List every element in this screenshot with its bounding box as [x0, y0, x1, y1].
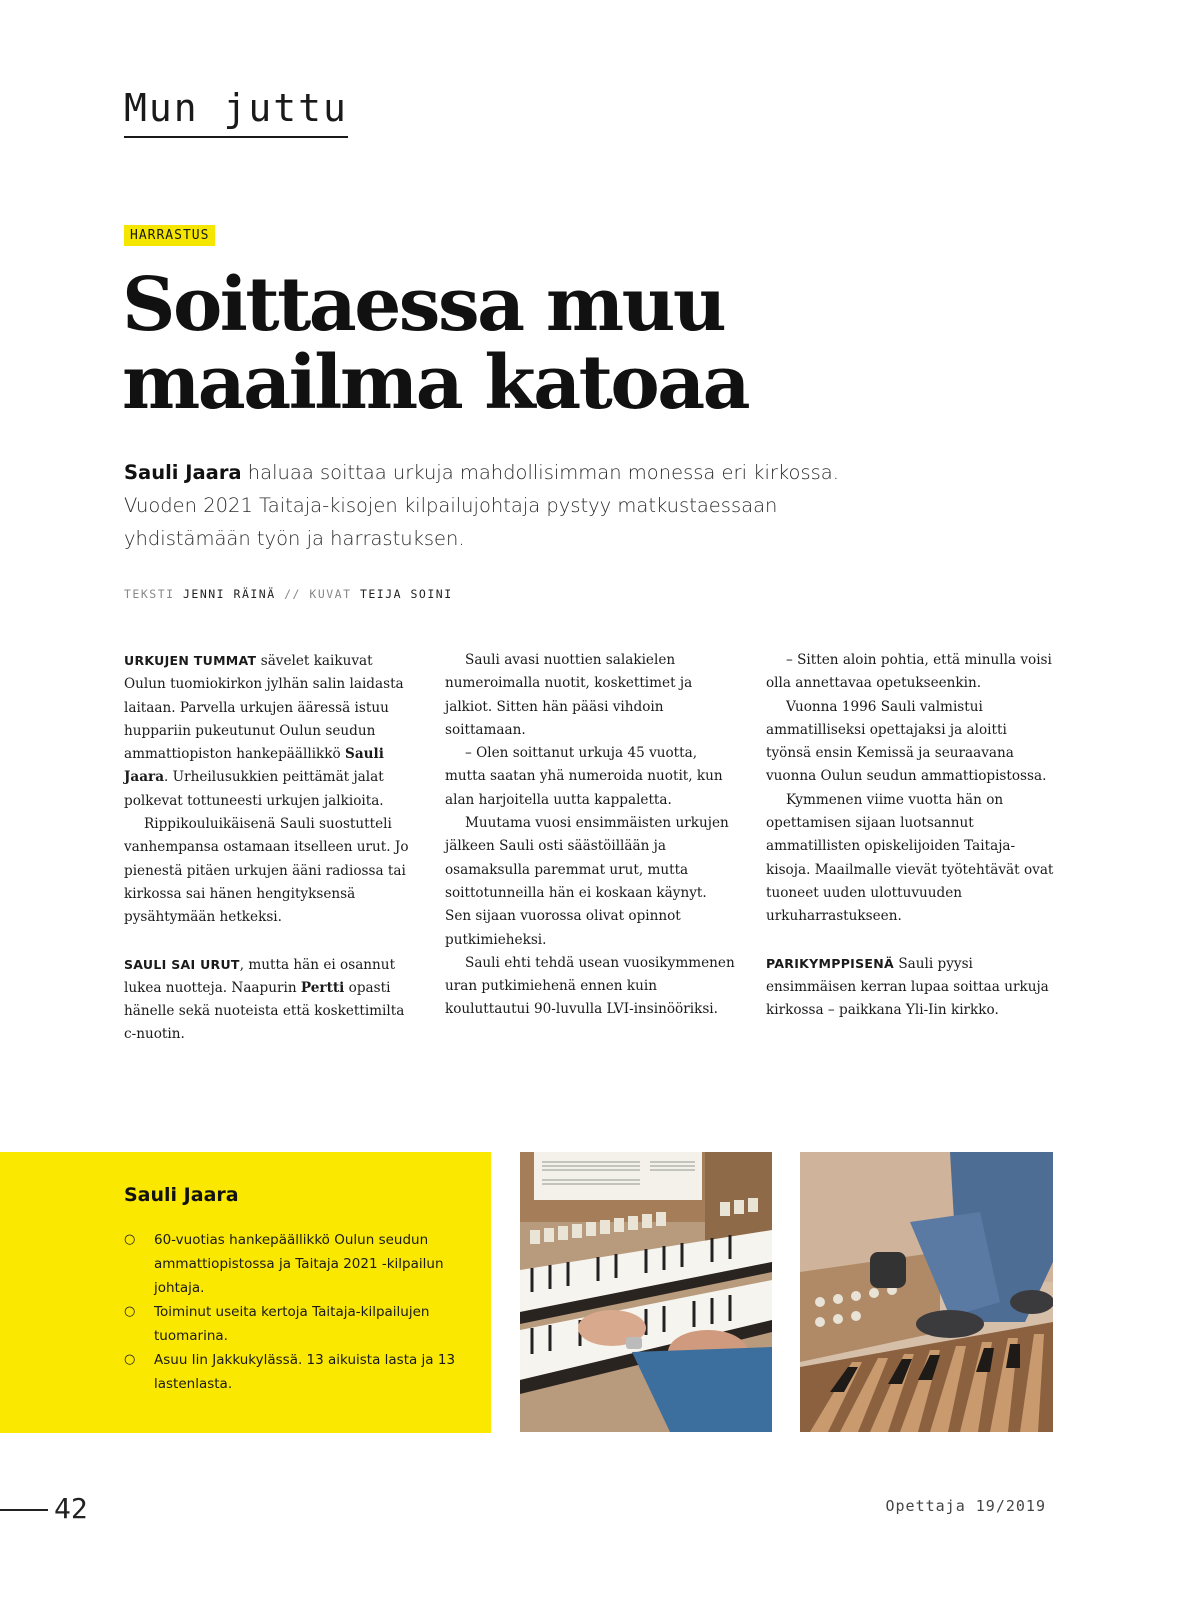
- page-number-rule: [0, 1509, 48, 1511]
- body-column-1: [124, 649, 414, 1047]
- bullet-icon: ○: [124, 1232, 136, 1247]
- paragraph-text: sävelet kaikuvat Oulun tuomiokirkon jylhän salin laidasta laitaan. Parvella urkujen ääressä istuu huppariin pukeutunut Oulun seudun ammattiopiston hankepäällikkö: [124, 653, 404, 763]
- page-number-text: 42: [54, 1492, 88, 1525]
- lede-text-1: haluaa soittaa urkuja mahdollisimman monessa eri kirkossa.: [241, 461, 839, 484]
- organ-hands-image: [520, 1152, 772, 1432]
- byline-separator: //: [284, 587, 301, 601]
- paragraph-text: Sauli pyysi ensimmäisen kerran lupaa soittaa urkuja kirkossa – paikkana Yli-Iin kirkko.: [766, 955, 1049, 1019]
- magazine-issue: Opettaja 19/2019: [885, 1497, 1046, 1515]
- body-column-2: [445, 649, 735, 1022]
- byline: [124, 587, 453, 601]
- paragraph-lead-in: PARIKYMPPISENÄ: [766, 955, 894, 971]
- body-paragraph: [766, 952, 1056, 1023]
- body-paragraph: Kymmenen viime vuotta hän on opettamisen sijaan luotsannut ammatillisten opiskelijoiden Taitaja-kisoja. Maailmalle vievät työtehtävät ovat tuoneet uuden ulottuvuuden urkuharrastukseen.: [766, 791, 1054, 925]
- photo-organ-pedals: [800, 1152, 1053, 1432]
- byline-text-label: TEKSTI: [124, 587, 175, 601]
- body-column-3: [766, 649, 1056, 1022]
- bullet-icon: ○: [124, 1352, 136, 1367]
- body-paragraph: – Sitten aloin pohtia, että minulla voisi olla annettavaa opetukseenkin.: [766, 652, 1052, 692]
- fact-item: [124, 1300, 476, 1348]
- paragraph-lead-in: SAULI SAI URUT: [124, 956, 240, 972]
- body-paragraph: Sauli avasi nuottien salakielen numeroimalla nuotit, koskettimet ja jalkiot. Sitten hän pääsi vihdoin soittamaan.: [445, 652, 693, 738]
- lede: [124, 456, 1024, 555]
- body-paragraph: [124, 649, 414, 813]
- paragraph-lead-in: URKUJEN TUMMAT: [124, 653, 257, 668]
- headline-line-1: Soittaessa muu: [122, 262, 725, 348]
- byline-writer: JENNI RÄINÄ: [182, 587, 276, 601]
- body-paragraph: Vuonna 1996 Sauli valmistui ammatilliseksi opettajaksi ja aloitti työnsä ensin Kemissä ja seuraavana vuonna Oulun seudun ammattiopistossa.: [766, 698, 1047, 785]
- section-title: Mun juttu: [124, 86, 348, 138]
- category-tag: HARRASTUS: [124, 225, 215, 246]
- body-paragraph: Sauli ehti tehdä usean vuosikymmenen uran putkimiehenä ennen kuin kouluttautui 90-luvulla LVI-insinööriksi.: [445, 954, 735, 1018]
- person-name: Sauli Jaara: [124, 746, 384, 786]
- fact-text: 60-vuotias hankepäällikkö Oulun seudun ammattiopistossa ja Taitaja 2021 -kilpailun johtaja.: [154, 1232, 444, 1296]
- paragraph-text: opasti hänelle sekä nuoteista että koskettimilta c-nuotin.: [124, 979, 405, 1043]
- fact-text: Asuu Iin Jakkukylässä. 13 aikuista lasta ja 13 lastenlasta.: [154, 1352, 456, 1392]
- headline: [122, 262, 1022, 426]
- photo-organ-hands: [520, 1152, 772, 1432]
- lede-text-3: yhdistämään työn ja harrastuksen.: [124, 527, 465, 550]
- person-name: Pertti: [300, 979, 345, 996]
- byline-photographer: TEIJA SOINI: [359, 587, 453, 601]
- fact-item: [124, 1228, 476, 1300]
- body-paragraph: Rippikouluikäisenä Sauli suostutteli vanhempansa ostamaan itselleen urut. Jo pienestä pitäen urkujen ääni radiossa tai kirkossa sai hänen hengityksensä pysähtymään hetkeksi.: [124, 816, 409, 926]
- paragraph-text: , mutta hän ei osannut lukea nuotteja. Naapurin: [124, 956, 396, 996]
- fact-text: Toiminut useita kertoja Taitaja-kilpailujen tuomarina.: [154, 1304, 430, 1344]
- body-paragraph: Muutama vuosi ensimmäisten urkujen jälkeen Sauli osti säästöillään ja osamaksulla paremmat urut, mutta soittotunneilla hän ei koskaan käynyt. Sen sijaan vuorossa olivat opinnot putkimieheksi.: [445, 815, 729, 948]
- body-paragraph: [124, 953, 414, 1047]
- byline-photo-label: KUVAT: [309, 587, 352, 601]
- page-number: [0, 1492, 88, 1525]
- headline-line-2: maailma katoaa: [122, 340, 749, 426]
- paragraph-text: . Urheilusukkien peittämät jalat polkevat tottuneesti urkujen jalkioita.: [124, 769, 384, 809]
- fact-box-title: Sauli Jaara: [124, 1184, 239, 1206]
- fact-box: [0, 1152, 491, 1433]
- bullet-icon: ○: [124, 1304, 136, 1319]
- body-paragraph: – Olen soittanut urkuja 45 vuotta, mutta saatan yhä numeroida nuotit, kun alan harjoitella uutta kappaletta.: [445, 745, 723, 808]
- fact-list: [124, 1228, 491, 1396]
- fact-item: [124, 1348, 476, 1396]
- lede-name: Sauli Jaara: [124, 461, 242, 484]
- organ-pedals-image: [800, 1152, 1053, 1432]
- lede-text-2: Vuoden 2021 Taitaja-kisojen kilpailujohtaja pystyy matkustaessaan: [124, 494, 778, 517]
